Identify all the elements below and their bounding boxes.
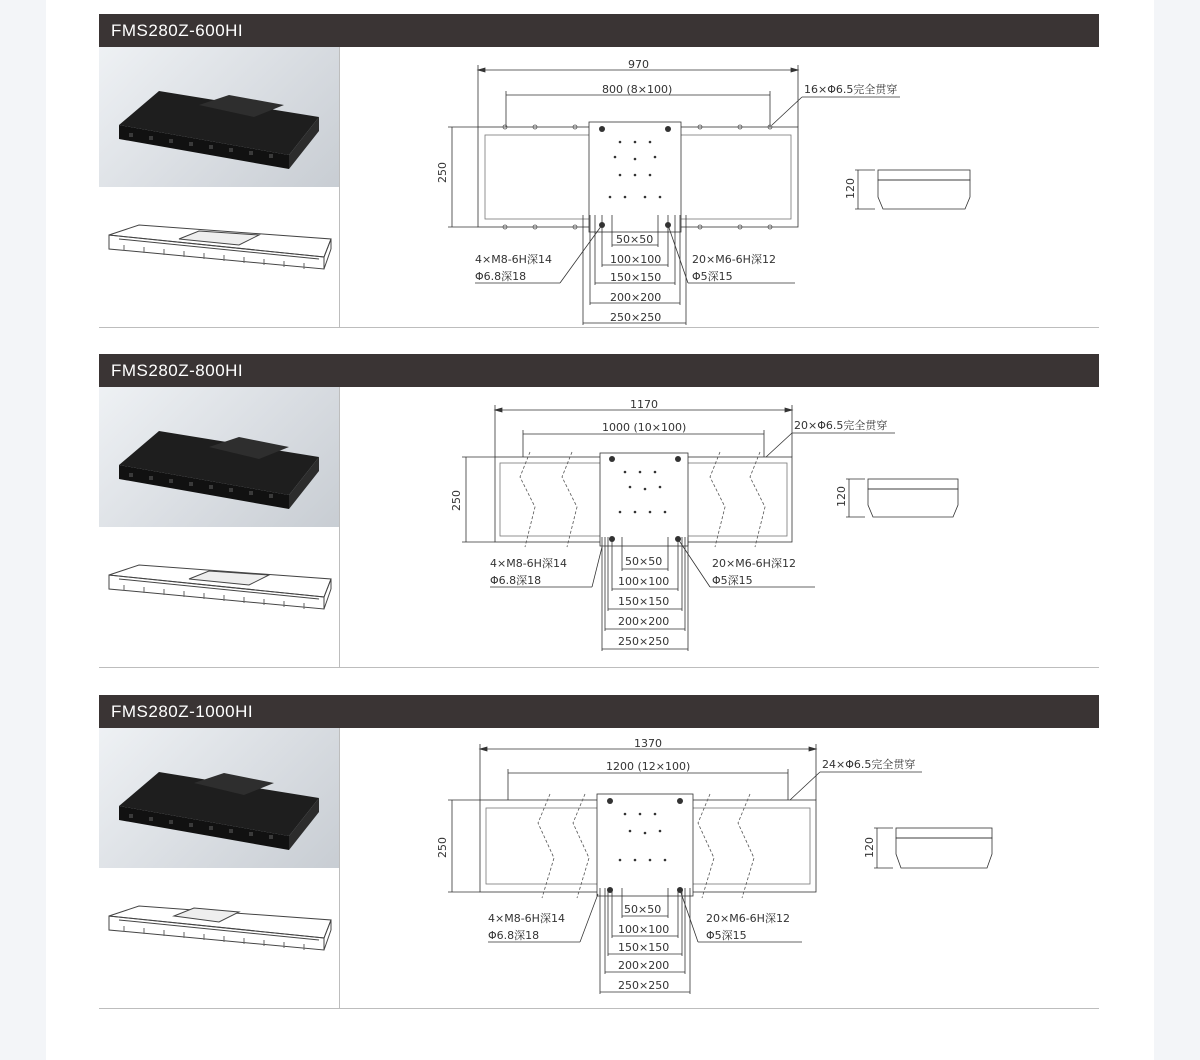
product-section xyxy=(99,14,1099,328)
product-render-image xyxy=(99,47,340,187)
product-line-drawing xyxy=(99,527,339,667)
grid-dim-label: 250×250 xyxy=(610,311,662,324)
product-render-image xyxy=(99,387,340,527)
through-hole-label: 16×Φ6.5完全贯穿 xyxy=(804,83,898,96)
technical-drawing xyxy=(340,387,1099,667)
grid-dim-label: 100×100 xyxy=(610,253,662,266)
product-title: FMS280Z-1000HI xyxy=(99,695,1099,728)
section-rule xyxy=(99,327,1099,328)
technical-drawing xyxy=(340,47,1099,327)
pitch-label: 800 (8×100) xyxy=(602,83,673,96)
width-label: 250 xyxy=(436,162,449,183)
grid-dim-label: 250×250 xyxy=(618,635,670,648)
grid-dim-label: 150×150 xyxy=(618,595,670,608)
overall-length-label: 970 xyxy=(628,58,649,71)
overall-length-label: 1370 xyxy=(634,737,662,750)
right-note-depth: Φ5深15 xyxy=(706,929,747,942)
product-section xyxy=(99,354,1099,668)
left-note-thread: 4×M8-6H深14 xyxy=(490,557,567,570)
right-note-thread: 20×M6-6H深12 xyxy=(712,557,796,570)
grid-dim-label: 200×200 xyxy=(618,959,670,972)
section-rule xyxy=(99,667,1099,668)
width-label: 250 xyxy=(436,837,449,858)
product-render-image xyxy=(99,728,340,868)
product-title: FMS280Z-800HI xyxy=(99,354,1099,387)
grid-dim-label: 200×200 xyxy=(610,291,662,304)
grid-dim-label: 150×150 xyxy=(610,271,662,284)
technical-drawing xyxy=(340,728,1099,1008)
pitch-label: 1200 (12×100) xyxy=(606,760,691,773)
section-rule xyxy=(99,1008,1099,1009)
left-note-thread: 4×M8-6H深14 xyxy=(475,253,552,266)
grid-dim-label: 100×100 xyxy=(618,923,670,936)
right-note-thread: 20×M6-6H深12 xyxy=(706,912,790,925)
width-label: 250 xyxy=(450,490,463,511)
page xyxy=(46,0,1154,1060)
height-label: 120 xyxy=(844,178,857,199)
left-note-depth: Φ6.8深18 xyxy=(475,270,527,283)
height-label: 120 xyxy=(863,837,876,858)
product-section xyxy=(99,695,1099,1009)
left-note-depth: Φ6.8深18 xyxy=(490,574,542,587)
grid-dim-label: 200×200 xyxy=(618,615,670,628)
left-note-depth: Φ6.8深18 xyxy=(488,929,540,942)
product-title: FMS280Z-600HI xyxy=(99,14,1099,47)
pitch-label: 1000 (10×100) xyxy=(602,421,687,434)
grid-dim-label: 50×50 xyxy=(616,233,654,246)
grid-dim-label: 100×100 xyxy=(618,575,670,588)
height-label: 120 xyxy=(835,486,848,507)
product-line-drawing xyxy=(99,187,339,327)
through-hole-label: 24×Φ6.5完全贯穿 xyxy=(822,758,916,771)
product-line-drawing xyxy=(99,868,339,1008)
grid-dim-label: 150×150 xyxy=(618,941,670,954)
right-note-thread: 20×M6-6H深12 xyxy=(692,253,776,266)
grid-dim-label: 250×250 xyxy=(618,979,670,992)
right-note-depth: Φ5深15 xyxy=(712,574,753,587)
overall-length-label: 1170 xyxy=(630,398,658,411)
grid-dim-label: 50×50 xyxy=(625,555,663,568)
through-hole-label: 20×Φ6.5完全贯穿 xyxy=(794,419,888,432)
grid-dim-label: 50×50 xyxy=(624,903,662,916)
left-note-thread: 4×M8-6H深14 xyxy=(488,912,565,925)
right-note-depth: Φ5深15 xyxy=(692,270,733,283)
